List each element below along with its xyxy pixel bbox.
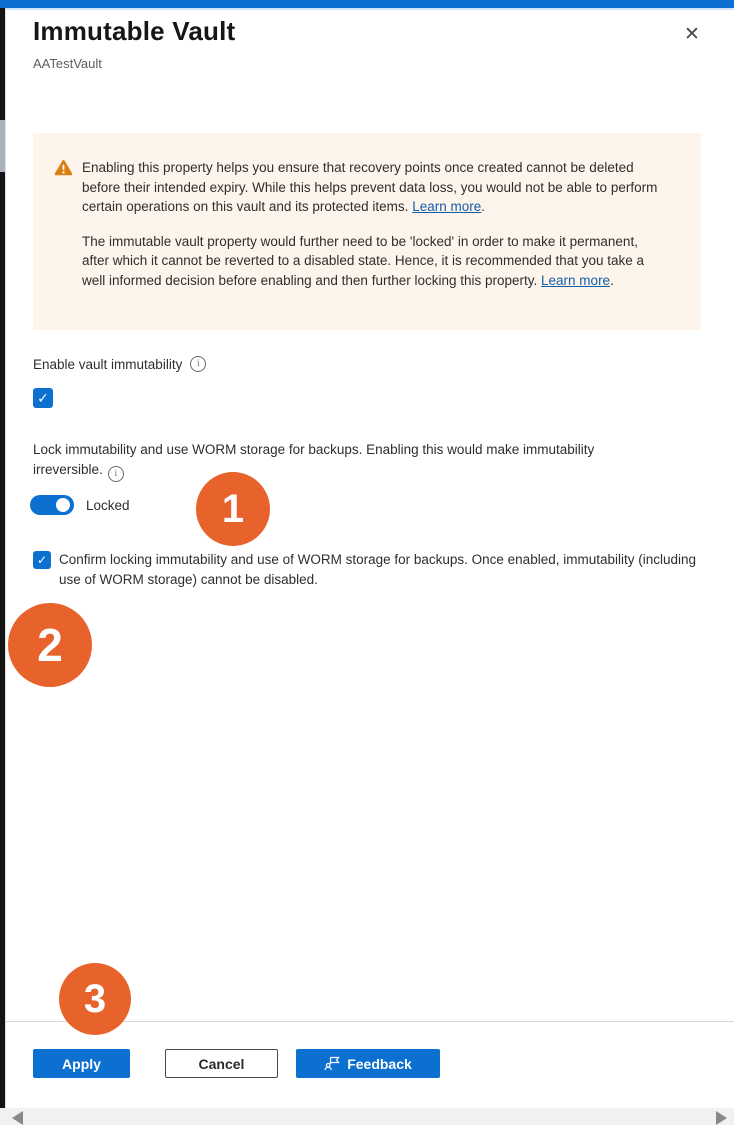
cancel-button[interactable] — [165, 1049, 278, 1078]
warning-banner — [33, 133, 701, 330]
warning-text-1: Enabling this property helps you ensure that recovery points once created cannot be deleted before their intended expiry. While this helps prevent data loss, you would not be able to perform certain operations on this vault and its protected items. — [82, 160, 658, 214]
warning-suffix-2: . — [610, 272, 614, 288]
info-icon[interactable]: i — [190, 356, 206, 372]
warning-suffix-1: . — [481, 199, 486, 214]
cancel-button-label: Cancel — [198, 1055, 245, 1072]
page-title: Immutable Vault — [33, 16, 236, 46]
checkmark-icon: ✓ — [37, 389, 49, 406]
scroll-right-arrow-icon[interactable] — [716, 1111, 727, 1125]
enable-immutability-row — [33, 356, 206, 372]
info-icon[interactable]: i — [108, 466, 124, 482]
apply-button-label: Apply — [62, 1055, 101, 1072]
warning-text-2: The immutable vault property would further need to be 'locked' in order to make it permanent, after which it cannot be reverted to a disabled state. Hence, it is recommended that you take a well informed decision before enabling and then further locking this property. — [82, 233, 645, 288]
feedback-button[interactable] — [296, 1049, 440, 1078]
warning-icon — [54, 159, 73, 176]
checkmark-icon: ✓ — [36, 553, 48, 567]
close-icon[interactable]: ✕ — [684, 23, 700, 45]
warning-paragraph-1 — [82, 158, 667, 217]
annotation-badge-3: 3 — [59, 963, 131, 1035]
learn-more-link-1[interactable]: Learn more — [412, 199, 482, 214]
apply-button[interactable] — [33, 1049, 130, 1078]
lock-immutability-toggle[interactable] — [30, 495, 74, 515]
horizontal-scrollbar[interactable] — [0, 1108, 734, 1125]
feedback-icon — [324, 1056, 340, 1071]
enable-immutability-checkbox[interactable] — [33, 388, 53, 408]
toggle-knob — [56, 498, 70, 512]
vault-name-subtitle: AATestVault — [33, 56, 102, 71]
feedback-button-label: Feedback — [347, 1055, 412, 1072]
enable-immutability-label: Enable vault immutability — [33, 356, 183, 372]
panel-accent-bar — [0, 0, 734, 10]
toggle-state-label: Locked — [86, 498, 130, 513]
left-scrollbar-thumb[interactable] — [0, 120, 5, 172]
left-scrollbar-track[interactable] — [0, 8, 6, 1108]
lock-immutability-text: Lock immutability and use WORM storage for backups. Enabling this would make immutability irreversible. — [33, 442, 595, 477]
annotation-badge-1: 1 — [196, 472, 270, 546]
annotation-badge-2: 2 — [8, 603, 92, 687]
scroll-left-arrow-icon[interactable] — [12, 1111, 23, 1125]
lock-immutability-label — [33, 440, 645, 482]
confirm-lock-checkbox[interactable] — [33, 551, 51, 569]
learn-more-link-2[interactable]: Learn more — [541, 272, 611, 288]
warning-paragraph-2 — [82, 232, 667, 291]
confirm-lock-label: Confirm locking immutability and use of WORM storage for backups. Once enabled, immutability (including use of WORM storage) cannot be disabled. — [59, 552, 697, 587]
